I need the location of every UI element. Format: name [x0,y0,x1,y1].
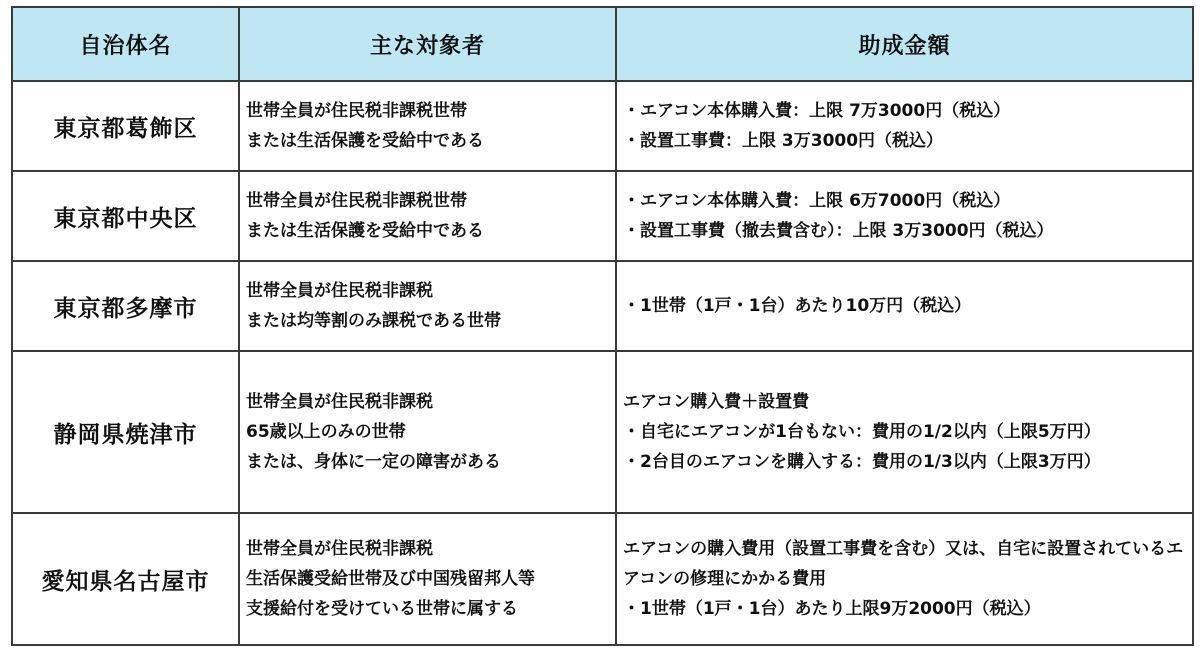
table-row [12,171,1193,261]
target-line: 世帯全員が住民税非課税世帯 [246,101,467,121]
amount-line: ・エアコン本体購入費：上限 7万3000円（税込） [623,101,1011,121]
table-row [12,81,1193,171]
target-cell [239,171,616,261]
target-line: または生活保護を受給中である [246,131,484,151]
subsidy-table-container [11,6,1192,652]
amount-line: ・1世帯（1戸・1台）あたり10万円（税込） [623,296,972,316]
header-amount: 助成金額 [616,7,1193,81]
table-header-row [12,7,1193,81]
amount-cell [616,261,1193,351]
municipality-name: 東京都葛飾区 [12,81,239,171]
municipality-name: 東京都多摩市 [12,261,239,351]
amount-line: ・エアコン本体購入費：上限 6万7000円（税込） [623,191,1011,211]
amount-cell [616,513,1193,645]
target-cell [239,81,616,171]
amount-line: エアコンの購入費用（設置工事費を含む）又は、自宅に設置されているエアコンの修理にかかる費用 [623,539,1184,589]
subsidy-table [11,6,1194,646]
target-cell [239,351,616,513]
target-line: または生活保護を受給中である [246,221,484,241]
amount-line: ・2台目のエアコンを購入する：費用の1/3以内（上限3万円） [623,452,1101,472]
target-line: 世帯全員が住民税非課税 [246,539,433,559]
target-line: 生活保護受給世帯及び中国残留邦人等 [246,569,535,589]
amount-line: ・設置工事費（撤去費含む）：上限 3万3000円（税込） [623,221,1054,241]
table-row [12,261,1193,351]
municipality-name: 愛知県名古屋市 [12,513,239,645]
table-row [12,351,1193,513]
amount-line: ・自宅にエアコンが1台もない：費用の1/2以内（上限5万円） [623,422,1101,442]
table-row [12,513,1193,645]
target-line: または、身体に一定の障害がある [246,452,501,472]
target-cell [239,261,616,351]
target-line: 世帯全員が住民税非課税 [246,281,433,301]
target-line: 65歳以上のみの世帯 [246,422,406,442]
target-line: または均等割のみ課税である世帯 [246,311,501,331]
amount-cell [616,171,1193,261]
municipality-name: 東京都中央区 [12,171,239,261]
target-line: 支援給付を受けている世帯に属する [246,599,518,619]
amount-cell [616,81,1193,171]
amount-line: ・設置工事費：上限 3万3000円（税込） [623,131,944,151]
amount-cell [616,351,1193,513]
amount-line: ・1世帯（1戸・1台）あたり上限9万2000円（税込） [623,599,1041,619]
header-municipality: 自治体名 [12,7,239,81]
target-line: 世帯全員が住民税非課税世帯 [246,191,467,211]
amount-line: エアコン購入費＋設置費 [623,392,810,412]
target-cell [239,513,616,645]
header-target: 主な対象者 [239,7,616,81]
target-line: 世帯全員が住民税非課税 [246,392,433,412]
municipality-name: 静岡県焼津市 [12,351,239,513]
